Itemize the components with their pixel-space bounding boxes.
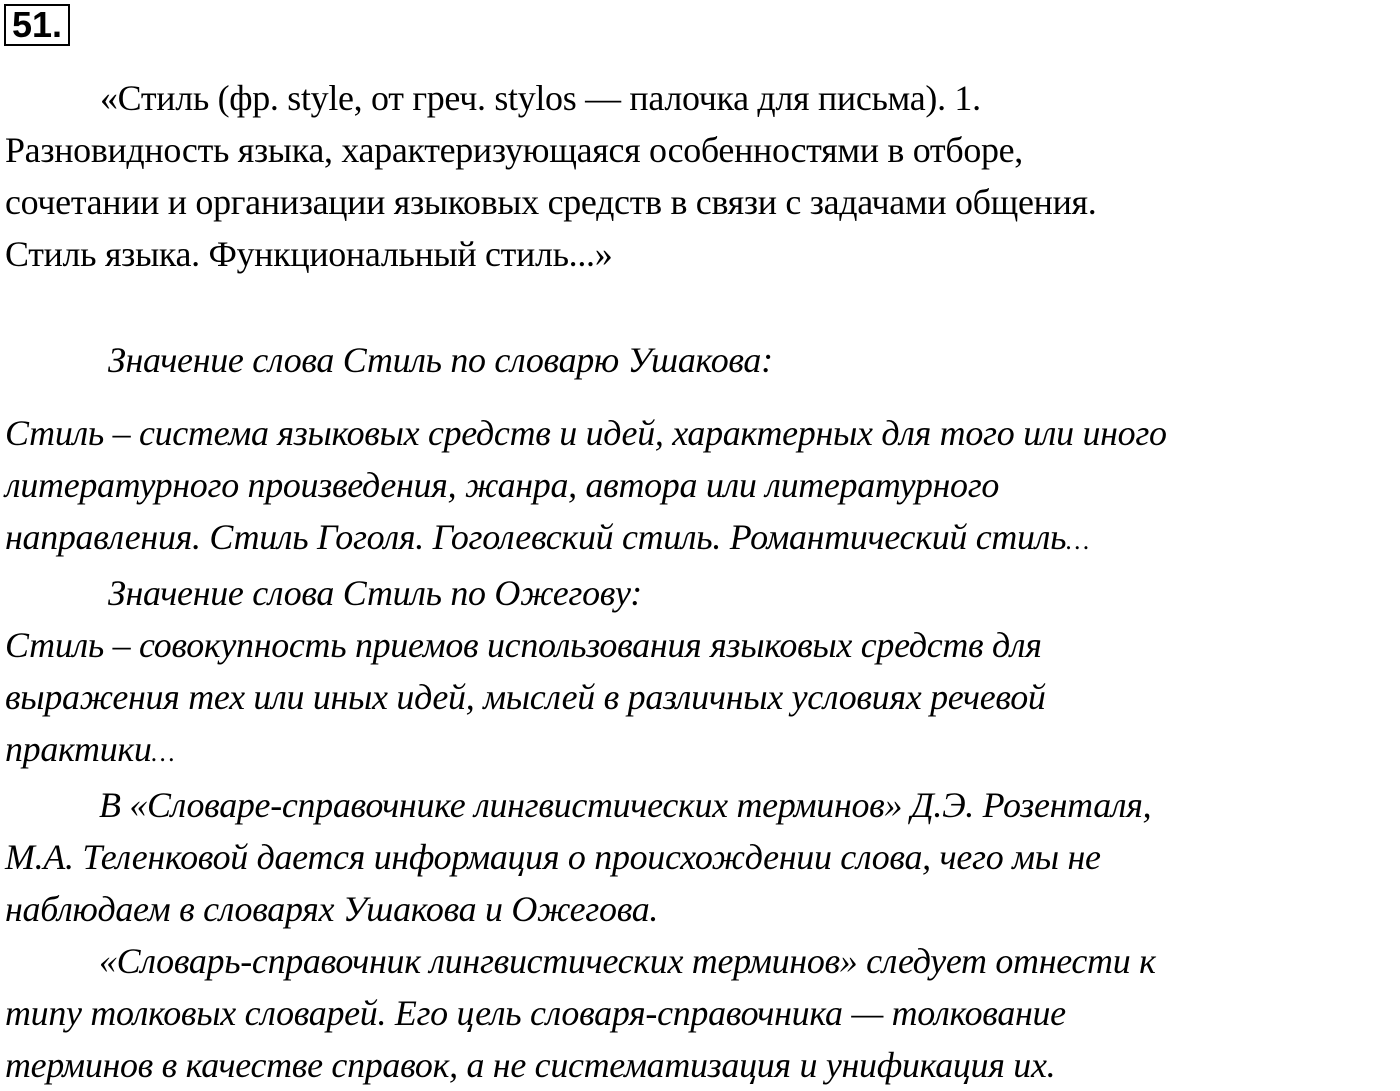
- rosenthal-line-3: наблюдаем в словарях Ушакова и Ожегова.: [5, 889, 659, 929]
- ushakov-section: [5, 334, 1400, 386]
- quote-line-4: Стиль языка. Функциональный стиль...»: [5, 234, 613, 274]
- rosenthal-line-1: В «Словаре-справочнике лингвистических терминов» Д.Э. Розенталя,: [99, 785, 1152, 825]
- ushakov-heading: Значение слова Стиль по словарю Ушакова:: [108, 340, 773, 380]
- quote-line-1: «Стиль (фр. style, от греч. stylos — палочка для письма). 1.: [100, 78, 981, 118]
- task-number-dot: .: [52, 4, 63, 45]
- dictionary-quote: [5, 72, 1400, 280]
- ozhegov-line-3: практики: [5, 729, 152, 769]
- conclusion-line-3: терминов в качестве справок, а не систематизация и унификация их.: [5, 1045, 1056, 1085]
- conclusion-line-1: «Словарь-справочник лингвистических терминов» следует отнести к: [99, 941, 1156, 981]
- ushakov-definition: [5, 407, 1400, 1091]
- rosenthal-line-2: М.А. Теленковой дается информация о происхождении слова, чего мы не: [5, 837, 1101, 877]
- ushakov-line-3: направления. Стиль Гоголя. Гоголевский стиль. Романтический стиль: [5, 517, 1067, 557]
- ushakov-line-1: Стиль – система языковых средств и идей, характерных для того или иного: [5, 413, 1167, 453]
- task-number-box: [4, 4, 70, 46]
- conclusion-line-2: типу толковых словарей. Его цель словаря-справочника — толкование: [5, 993, 1066, 1033]
- task-number-value: 51: [12, 4, 53, 45]
- ozhegov-ellipsis: …: [151, 738, 175, 767]
- quote-line-3: сочетании и организации языковых средств в связи с задачами общения.: [5, 182, 1097, 222]
- ushakov-line-2: литературного произведения, жанра, автора или литературного: [5, 465, 1000, 505]
- ushakov-ellipsis: …: [1066, 526, 1089, 555]
- ozhegov-line-3-wrap: [5, 723, 1400, 779]
- ozhegov-heading: Значение слова Стиль по Ожегову:: [108, 573, 642, 613]
- ozhegov-line-1: Стиль – совокупность приемов использования языковых средств для: [5, 625, 1042, 665]
- ushakov-line-3-wrap: [5, 511, 1400, 567]
- task-number: [4, 4, 70, 46]
- quote-line-2: Разновидность языка, характеризующаяся особенностями в отборе,: [5, 130, 1023, 170]
- ozhegov-line-2: выражения тех или иных идей, мыслей в различных условиях речевой: [5, 677, 1046, 717]
